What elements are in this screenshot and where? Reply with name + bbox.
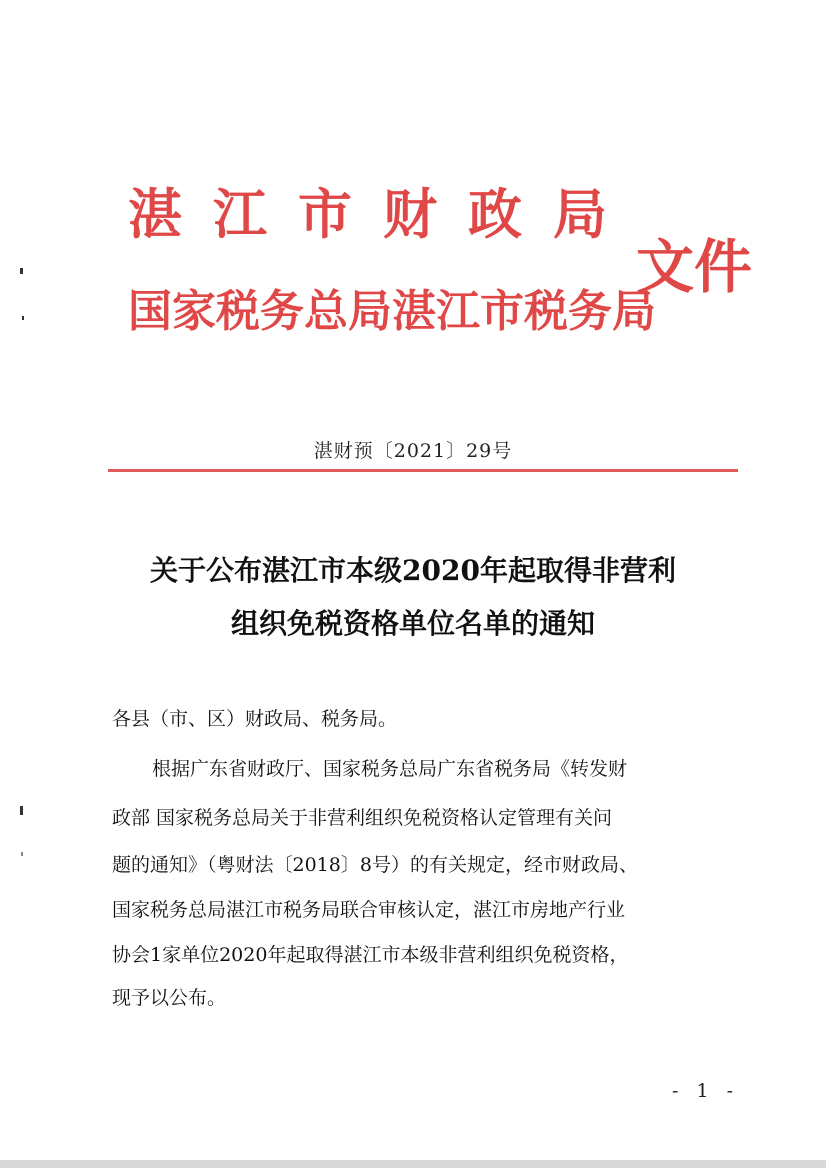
scan-mark (20, 806, 23, 815)
body-line: 协会1家单位2020年起取得湛江市本级非营利组织免税资格， (112, 944, 629, 966)
document-type-label: 文件 (636, 233, 753, 301)
document-number: 湛财预〔2021〕29号 (313, 440, 513, 462)
scan-bottom-edge (0, 1160, 826, 1168)
body-line: 根据广东省财政厅、国家税务总局广东省税务局《转发财 (152, 758, 628, 780)
body-line: 政部 国家税务总局关于非营利组织免税资格认定管理有关问 (112, 807, 613, 829)
addressee: 各县（市、区）财政局、税务局。 (112, 708, 398, 730)
red-divider (108, 469, 738, 472)
document-title-line-2: 组织免税资格单位名单的通知 (230, 607, 595, 640)
scan-mark (20, 268, 23, 274)
document-title-line-1: 关于公布湛江市本级2020年起取得非营利 (150, 554, 676, 587)
issuer-tax-bureau: 国家税务总局湛江市税务局 (128, 286, 656, 337)
scan-mark (21, 852, 23, 856)
body-line: 国家税务总局湛江市税务局联合审核认定，湛江市房地产行业 (112, 899, 626, 921)
issuer-finance-bureau: 湛江市财政局 (128, 182, 638, 246)
body-line: 题的通知》（粤财法〔2018〕8号）的有关规定，经市财政局、 (112, 854, 638, 876)
scan-mark (22, 316, 24, 320)
page-number: - 1 - (672, 1080, 740, 1102)
body-line: 现予以公布。 (112, 987, 227, 1009)
